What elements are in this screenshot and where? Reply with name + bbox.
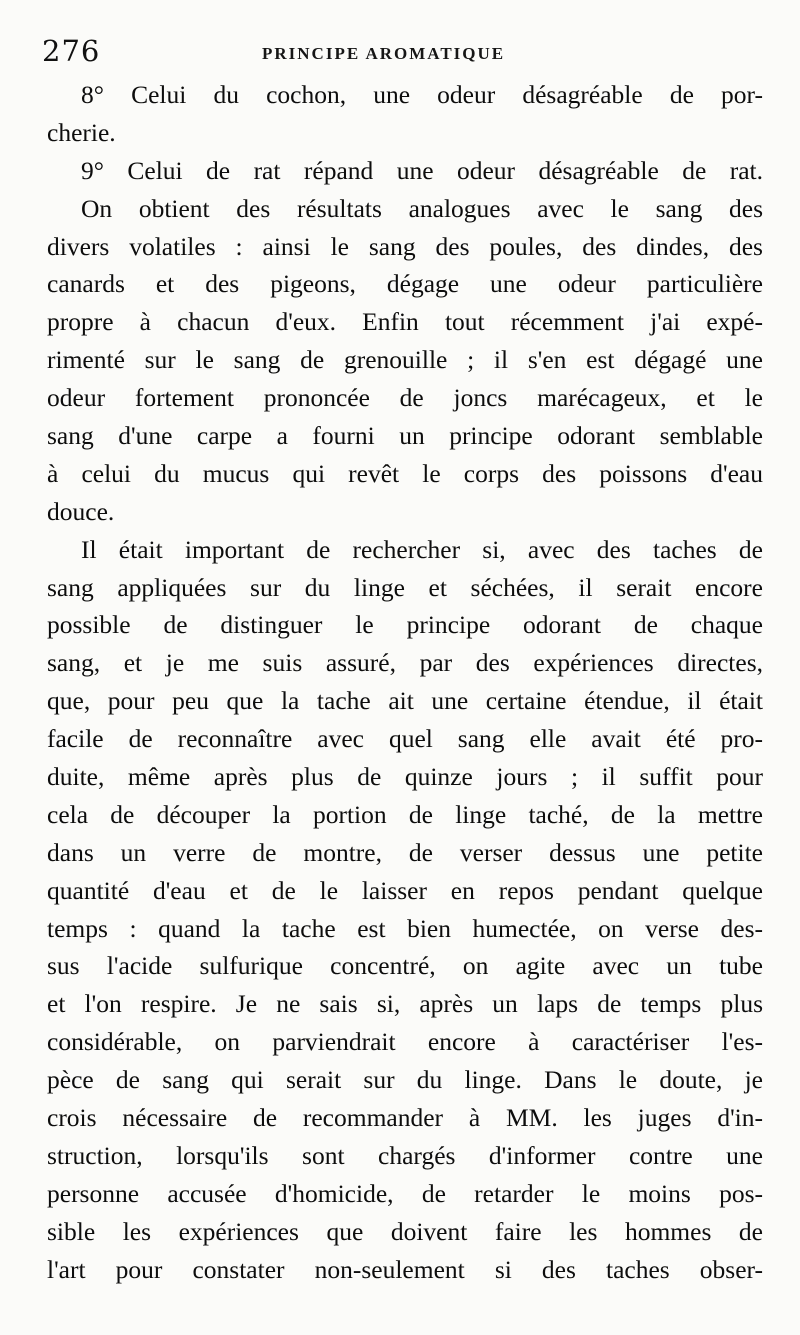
text-line: odeur fortement prononcée de joncs marécageux, et le bbox=[47, 383, 763, 413]
text-line: 8° Celui du cochon, une odeur désagréable de por- bbox=[81, 80, 763, 109]
text-line: rimenté sur le sang de grenouille ; il s'en est dégagé une bbox=[47, 345, 763, 375]
text-line: temps : quand la tache est bien humectée, on verse des- bbox=[47, 913, 763, 943]
text-line: canards et des pigeons, dégage une odeur particulière bbox=[47, 269, 763, 299]
text-line: duite, même après plus de quinze jours ; il suffit pour bbox=[47, 762, 763, 792]
text-line: crois nécessaire de recommander à MM. les juges d'in- bbox=[47, 1103, 763, 1133]
text-line: cherie. bbox=[47, 117, 116, 147]
page-number: 276 bbox=[42, 34, 101, 68]
text-line: On obtient des résultats analogues avec le sang des bbox=[81, 193, 763, 223]
running-head: PRINCIPE AROMATIQUE bbox=[262, 44, 506, 63]
text-line: considérable, on parviendrait encore à caractériser l'es- bbox=[47, 1027, 763, 1057]
text-line: que, pour peu que la tache ait une certaine étendue, il était bbox=[47, 686, 763, 716]
page-header bbox=[42, 34, 762, 74]
text-line: sus l'acide sulfurique concentré, on agite avec un tube bbox=[47, 951, 763, 981]
text-line: cela de découper la portion de linge taché, de la mettre bbox=[47, 799, 763, 829]
text-line: sible les expériences que doivent faire les hommes de bbox=[47, 1216, 763, 1246]
text-line: pèce de sang qui serait sur du linge. Dans le doute, je bbox=[47, 1065, 763, 1095]
text-line: à celui du mucus qui revêt le corps des poissons d'eau bbox=[47, 458, 763, 488]
text-line: l'art pour constater non-seulement si des taches obser- bbox=[47, 1254, 763, 1284]
text-line: sang, et je me suis assuré, par des expériences directes, bbox=[47, 648, 763, 678]
text-line: personne accusée d'homicide, de retarder le moins pos- bbox=[47, 1178, 763, 1208]
text-line: quantité d'eau et de le laisser en repos pendant quelque bbox=[47, 875, 763, 905]
text-line: sang d'une carpe a fourni un principe odorant semblable bbox=[47, 421, 763, 451]
text-line: possible de distinguer le principe odorant de chaque bbox=[47, 610, 763, 640]
text-line: 9° Celui de rat répand une odeur désagréable de rat. bbox=[81, 155, 763, 185]
text-line: dans un verre de montre, de verser dessus une petite bbox=[47, 837, 763, 867]
text-line: struction, lorsqu'ils sont chargés d'informer contre une bbox=[47, 1140, 763, 1170]
text-line: divers volatiles : ainsi le sang des poules, des dindes, des bbox=[47, 231, 763, 261]
text-line: propre à chacun d'eux. Enfin tout récemment j'ai expé- bbox=[47, 307, 763, 337]
text-line: sang appliquées sur du linge et séchées, il serait encore bbox=[47, 572, 763, 602]
body-text bbox=[47, 76, 763, 1289]
text-line: et l'on respire. Je ne sais si, après un laps de temps plus bbox=[47, 989, 763, 1019]
text-line: douce. bbox=[47, 496, 115, 526]
text-line: facile de reconnaître avec quel sang elle avait été pro- bbox=[47, 724, 763, 754]
text-line: Il était important de rechercher si, avec des taches de bbox=[81, 534, 763, 564]
